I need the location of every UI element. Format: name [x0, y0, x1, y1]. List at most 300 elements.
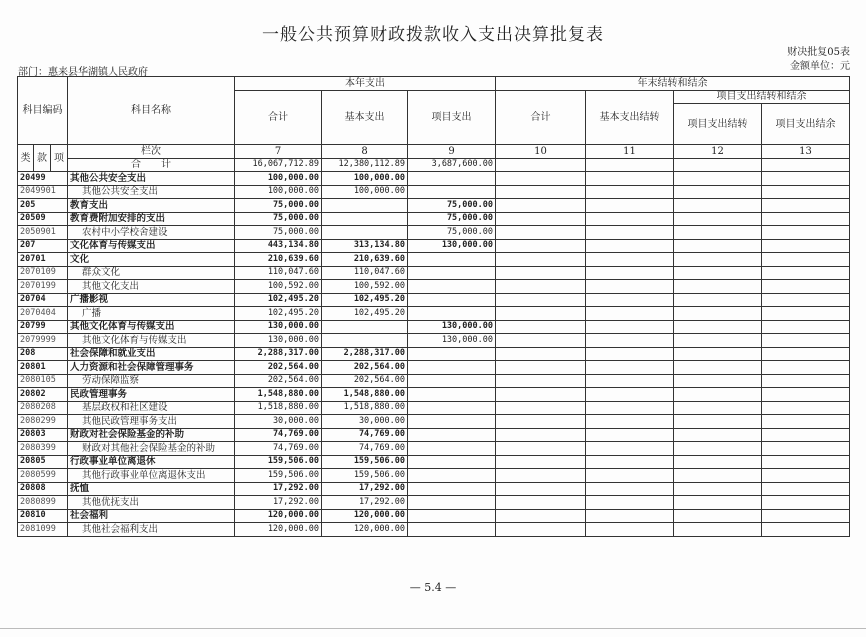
row-total: 75,000.00 [235, 226, 322, 240]
empty-cell [496, 374, 586, 388]
header-project-carry: 项目支出结转和结余 [674, 90, 850, 104]
empty-cell [586, 374, 674, 388]
row-project [408, 428, 496, 442]
row-code: 2080299 [18, 415, 68, 429]
empty-cell [674, 482, 762, 496]
empty-cell [586, 523, 674, 537]
table-row [18, 185, 850, 199]
row-name: 文化体育与传媒支出 [68, 239, 235, 253]
empty-cell [674, 280, 762, 294]
total-label: 合 计 [68, 158, 235, 172]
row-name: 广播影视 [68, 293, 235, 307]
total-basic: 12,380,112.89 [322, 158, 408, 172]
table-row [18, 442, 850, 456]
header-basic-carry: 基本支出结转 [586, 90, 674, 145]
row-total: 130,000.00 [235, 334, 322, 348]
empty-cell [674, 226, 762, 240]
table-row [18, 293, 850, 307]
table-row [18, 334, 850, 348]
row-name: 文化 [68, 253, 235, 267]
page-number: — 5.4 — [409, 581, 457, 594]
empty-cell [762, 388, 850, 402]
empty-cell [762, 253, 850, 267]
empty-cell [674, 172, 762, 186]
row-code: 2080399 [18, 442, 68, 456]
row-code: 20801 [18, 361, 68, 375]
row-name: 其他文化体育与传媒支出 [68, 334, 235, 348]
budget-table [17, 76, 850, 537]
row-total: 130,000.00 [235, 320, 322, 334]
row-name: 其他社会福利支出 [68, 523, 235, 537]
empty-cell [674, 307, 762, 321]
header-name: 科目名称 [68, 77, 235, 145]
empty-cell [586, 293, 674, 307]
row-code: 20805 [18, 455, 68, 469]
empty-cell [762, 496, 850, 510]
row-name: 民政管理事务 [68, 388, 235, 402]
row-name: 教育费附加安排的支出 [68, 212, 235, 226]
empty-cell [762, 226, 850, 240]
empty-cell [674, 401, 762, 415]
table-row [18, 280, 850, 294]
table-row [18, 455, 850, 469]
empty-cell [586, 428, 674, 442]
empty-cell [586, 320, 674, 334]
empty-cell [762, 374, 850, 388]
empty-cell [762, 361, 850, 375]
row-name: 教育支出 [68, 199, 235, 213]
row-total: 17,292.00 [235, 482, 322, 496]
empty-cell [586, 172, 674, 186]
row-basic: 100,000.00 [322, 185, 408, 199]
empty-cell [674, 347, 762, 361]
empty-cell [496, 455, 586, 469]
row-basic: 120,000.00 [322, 509, 408, 523]
row-total: 100,592.00 [235, 280, 322, 294]
row-total: 17,292.00 [235, 496, 322, 510]
row-basic: 74,769.00 [322, 442, 408, 456]
empty-cell [496, 158, 586, 172]
row-total: 2,288,317.00 [235, 347, 322, 361]
row-code: 208 [18, 347, 68, 361]
row-project [408, 347, 496, 361]
row-code: 20701 [18, 253, 68, 267]
empty-cell [496, 428, 586, 442]
empty-cell [762, 523, 850, 537]
table-row [18, 509, 850, 523]
header-basic: 基本支出 [322, 90, 408, 145]
row-project [408, 496, 496, 510]
empty-cell [762, 158, 850, 172]
empty-cell [496, 442, 586, 456]
row-code: 20810 [18, 509, 68, 523]
table-row [18, 361, 850, 375]
row-basic [322, 320, 408, 334]
row-basic: 100,000.00 [322, 172, 408, 186]
empty-cell [586, 442, 674, 456]
row-project: 75,000.00 [408, 226, 496, 240]
row-basic: 1,518,880.00 [322, 401, 408, 415]
row-code: 20499 [18, 172, 68, 186]
empty-cell [586, 266, 674, 280]
row-total: 202,564.00 [235, 374, 322, 388]
row-project [408, 361, 496, 375]
empty-cell [586, 469, 674, 483]
empty-cell [496, 253, 586, 267]
empty-cell [762, 320, 850, 334]
total-sum: 16,067,712.89 [235, 158, 322, 172]
col-number: 11 [586, 145, 674, 159]
row-code: 2070199 [18, 280, 68, 294]
row-code: 2070109 [18, 266, 68, 280]
row-code: 20799 [18, 320, 68, 334]
row-project [408, 469, 496, 483]
row-code: 2081099 [18, 523, 68, 537]
total-row [18, 158, 850, 172]
table-row [18, 239, 850, 253]
row-total: 74,769.00 [235, 442, 322, 456]
empty-cell [762, 212, 850, 226]
row-name: 财政对社会保险基金的补助 [68, 428, 235, 442]
empty-cell [496, 266, 586, 280]
header-proj-carry: 项目支出结转 [674, 104, 762, 145]
empty-cell [762, 415, 850, 429]
row-project: 130,000.00 [408, 334, 496, 348]
row-code: 2079999 [18, 334, 68, 348]
header-code: 科目编码 [18, 77, 68, 145]
empty-cell [496, 172, 586, 186]
empty-cell [674, 523, 762, 537]
table-row [18, 415, 850, 429]
row-basic: 30,000.00 [322, 415, 408, 429]
row-code: 2080599 [18, 469, 68, 483]
row-total: 120,000.00 [235, 509, 322, 523]
row-basic: 313,134.80 [322, 239, 408, 253]
empty-cell [496, 523, 586, 537]
row-project [408, 401, 496, 415]
empty-cell [496, 199, 586, 213]
row-total: 110,047.60 [235, 266, 322, 280]
header-proj-balance: 项目支出结余 [762, 104, 850, 145]
empty-cell [586, 347, 674, 361]
empty-cell [496, 509, 586, 523]
table-row [18, 469, 850, 483]
row-name: 基层政权和社区建设 [68, 401, 235, 415]
empty-cell [496, 320, 586, 334]
empty-cell [496, 280, 586, 294]
row-name: 其他行政事业单位离退休支出 [68, 469, 235, 483]
empty-cell [674, 320, 762, 334]
row-project [408, 293, 496, 307]
row-basic: 74,769.00 [322, 428, 408, 442]
row-basic [322, 334, 408, 348]
empty-cell [762, 469, 850, 483]
table-row [18, 320, 850, 334]
table-row [18, 401, 850, 415]
table-row [18, 496, 850, 510]
row-total: 74,769.00 [235, 428, 322, 442]
row-basic: 2,288,317.00 [322, 347, 408, 361]
empty-cell [496, 482, 586, 496]
empty-cell [674, 293, 762, 307]
col-number: 8 [322, 145, 408, 159]
row-code: 207 [18, 239, 68, 253]
empty-cell [762, 334, 850, 348]
empty-cell [762, 482, 850, 496]
divider [0, 628, 866, 629]
row-basic: 210,639.60 [322, 253, 408, 267]
row-name: 群众文化 [68, 266, 235, 280]
row-total: 30,000.00 [235, 415, 322, 429]
empty-cell [586, 239, 674, 253]
empty-cell [586, 509, 674, 523]
amount-unit: 金额单位：元 [790, 61, 850, 72]
row-basic: 110,047.60 [322, 266, 408, 280]
row-project [408, 253, 496, 267]
header-col-index: 栏次 [68, 145, 235, 159]
row-project [408, 374, 496, 388]
empty-cell [496, 415, 586, 429]
row-project [408, 388, 496, 402]
table-row [18, 347, 850, 361]
row-basic: 17,292.00 [322, 496, 408, 510]
row-code: 2050901 [18, 226, 68, 240]
row-project [408, 442, 496, 456]
row-total: 100,000.00 [235, 185, 322, 199]
table-row [18, 253, 850, 267]
empty-cell [496, 307, 586, 321]
empty-cell [586, 185, 674, 199]
empty-cell [762, 307, 850, 321]
row-project: 75,000.00 [408, 212, 496, 226]
empty-cell [586, 334, 674, 348]
table-row [18, 199, 850, 213]
empty-cell [586, 496, 674, 510]
form-number: 财决批复05表 [787, 47, 850, 58]
col-number: 12 [674, 145, 762, 159]
empty-cell [762, 509, 850, 523]
empty-cell [496, 401, 586, 415]
empty-cell [762, 280, 850, 294]
row-code: 20808 [18, 482, 68, 496]
empty-cell [586, 455, 674, 469]
empty-cell [496, 185, 586, 199]
row-code: 2070404 [18, 307, 68, 321]
table-row [18, 374, 850, 388]
row-project [408, 415, 496, 429]
row-code: 20704 [18, 293, 68, 307]
row-project: 75,000.00 [408, 199, 496, 213]
row-name: 农村中小学校舍建设 [68, 226, 235, 240]
table-row [18, 212, 850, 226]
row-basic: 1,548,880.00 [322, 388, 408, 402]
empty-cell [586, 361, 674, 375]
empty-cell [674, 361, 762, 375]
empty-cell [674, 158, 762, 172]
row-basic: 159,506.00 [322, 455, 408, 469]
empty-cell [762, 442, 850, 456]
row-total: 202,564.00 [235, 361, 322, 375]
row-project [408, 172, 496, 186]
row-basic: 102,495.20 [322, 307, 408, 321]
row-project: 130,000.00 [408, 320, 496, 334]
header-project: 项目支出 [408, 90, 496, 145]
row-name: 其他文化支出 [68, 280, 235, 294]
empty-cell [586, 415, 674, 429]
row-basic: 17,292.00 [322, 482, 408, 496]
row-code: 205 [18, 199, 68, 213]
header-total: 合计 [235, 90, 322, 145]
col-number: 10 [496, 145, 586, 159]
empty-cell [762, 347, 850, 361]
empty-cell [496, 226, 586, 240]
table-row [18, 226, 850, 240]
row-basic: 202,564.00 [322, 361, 408, 375]
table-row [18, 428, 850, 442]
empty-cell [674, 455, 762, 469]
empty-cell [496, 388, 586, 402]
row-total: 1,548,880.00 [235, 388, 322, 402]
empty-cell [674, 334, 762, 348]
empty-cell [496, 239, 586, 253]
empty-cell [762, 185, 850, 199]
row-total: 1,518,880.00 [235, 401, 322, 415]
header-year-end: 年末结转和结余 [496, 77, 850, 91]
row-code: 2080208 [18, 401, 68, 415]
row-project [408, 509, 496, 523]
empty-cell [586, 158, 674, 172]
empty-cell [586, 253, 674, 267]
empty-cell [586, 226, 674, 240]
row-basic: 102,495.20 [322, 293, 408, 307]
row-project [408, 455, 496, 469]
empty-cell [496, 347, 586, 361]
empty-cell [674, 185, 762, 199]
empty-cell [674, 496, 762, 510]
row-total: 159,506.00 [235, 455, 322, 469]
total-project: 3,687,600.00 [408, 158, 496, 172]
row-name: 人力资源和社会保障管理事务 [68, 361, 235, 375]
empty-cell [674, 199, 762, 213]
empty-cell [674, 509, 762, 523]
row-basic [322, 199, 408, 213]
header-ye-total: 合计 [496, 90, 586, 145]
row-total: 443,134.80 [235, 239, 322, 253]
table-row [18, 482, 850, 496]
empty-cell [674, 442, 762, 456]
empty-cell [762, 401, 850, 415]
empty-cell [762, 293, 850, 307]
empty-cell [762, 266, 850, 280]
table-row [18, 266, 850, 280]
empty-cell [674, 428, 762, 442]
table-row [18, 523, 850, 537]
row-name: 劳动保障监察 [68, 374, 235, 388]
empty-cell [496, 361, 586, 375]
empty-cell [674, 415, 762, 429]
row-total: 75,000.00 [235, 199, 322, 213]
row-project [408, 185, 496, 199]
header-section: 款 [34, 145, 51, 172]
department-label: 部门：惠来县华湖镇人民政府 [18, 67, 148, 78]
empty-cell [674, 239, 762, 253]
row-project [408, 482, 496, 496]
row-code: 2080899 [18, 496, 68, 510]
row-name: 社会福利 [68, 509, 235, 523]
row-basic: 120,000.00 [322, 523, 408, 537]
row-project [408, 307, 496, 321]
row-name: 其他文化体育与传媒支出 [68, 320, 235, 334]
row-code: 20803 [18, 428, 68, 442]
table-row [18, 172, 850, 186]
empty-cell [586, 307, 674, 321]
row-project [408, 523, 496, 537]
row-basic: 202,564.00 [322, 374, 408, 388]
table-row [18, 388, 850, 402]
row-total: 100,000.00 [235, 172, 322, 186]
row-total: 102,495.20 [235, 293, 322, 307]
row-code: 20802 [18, 388, 68, 402]
row-name: 社会保障和就业支出 [68, 347, 235, 361]
header-item: 项 [51, 145, 68, 172]
row-name: 其他公共安全支出 [68, 185, 235, 199]
empty-cell [586, 401, 674, 415]
table-row [18, 307, 850, 321]
col-number: 13 [762, 145, 850, 159]
row-code: 20509 [18, 212, 68, 226]
empty-cell [496, 469, 586, 483]
empty-cell [674, 469, 762, 483]
row-basic [322, 226, 408, 240]
empty-cell [674, 266, 762, 280]
empty-cell [496, 212, 586, 226]
header-class: 类 [18, 145, 34, 172]
row-total: 210,639.60 [235, 253, 322, 267]
row-project [408, 280, 496, 294]
empty-cell [762, 199, 850, 213]
empty-cell [762, 455, 850, 469]
empty-cell [586, 388, 674, 402]
row-total: 102,495.20 [235, 307, 322, 321]
empty-cell [496, 293, 586, 307]
row-basic [322, 212, 408, 226]
row-total: 120,000.00 [235, 523, 322, 537]
row-name: 广播 [68, 307, 235, 321]
empty-cell [586, 212, 674, 226]
empty-cell [496, 496, 586, 510]
empty-cell [762, 172, 850, 186]
row-total: 159,506.00 [235, 469, 322, 483]
header-current-year: 本年支出 [235, 77, 496, 91]
empty-cell [586, 199, 674, 213]
empty-cell [762, 428, 850, 442]
row-total: 75,000.00 [235, 212, 322, 226]
empty-cell [674, 212, 762, 226]
row-project [408, 266, 496, 280]
row-basic: 100,592.00 [322, 280, 408, 294]
row-name: 财政对其他社会保险基金的补助 [68, 442, 235, 456]
row-name: 其他公共安全支出 [68, 172, 235, 186]
empty-cell [674, 253, 762, 267]
row-code: 2080105 [18, 374, 68, 388]
page-title: 一般公共预算财政拨款收入支出决算批复表 [262, 25, 604, 45]
empty-cell [586, 280, 674, 294]
empty-cell [674, 388, 762, 402]
row-basic: 159,506.00 [322, 469, 408, 483]
row-name: 行政事业单位离退休 [68, 455, 235, 469]
col-number: 9 [408, 145, 496, 159]
empty-cell [762, 239, 850, 253]
